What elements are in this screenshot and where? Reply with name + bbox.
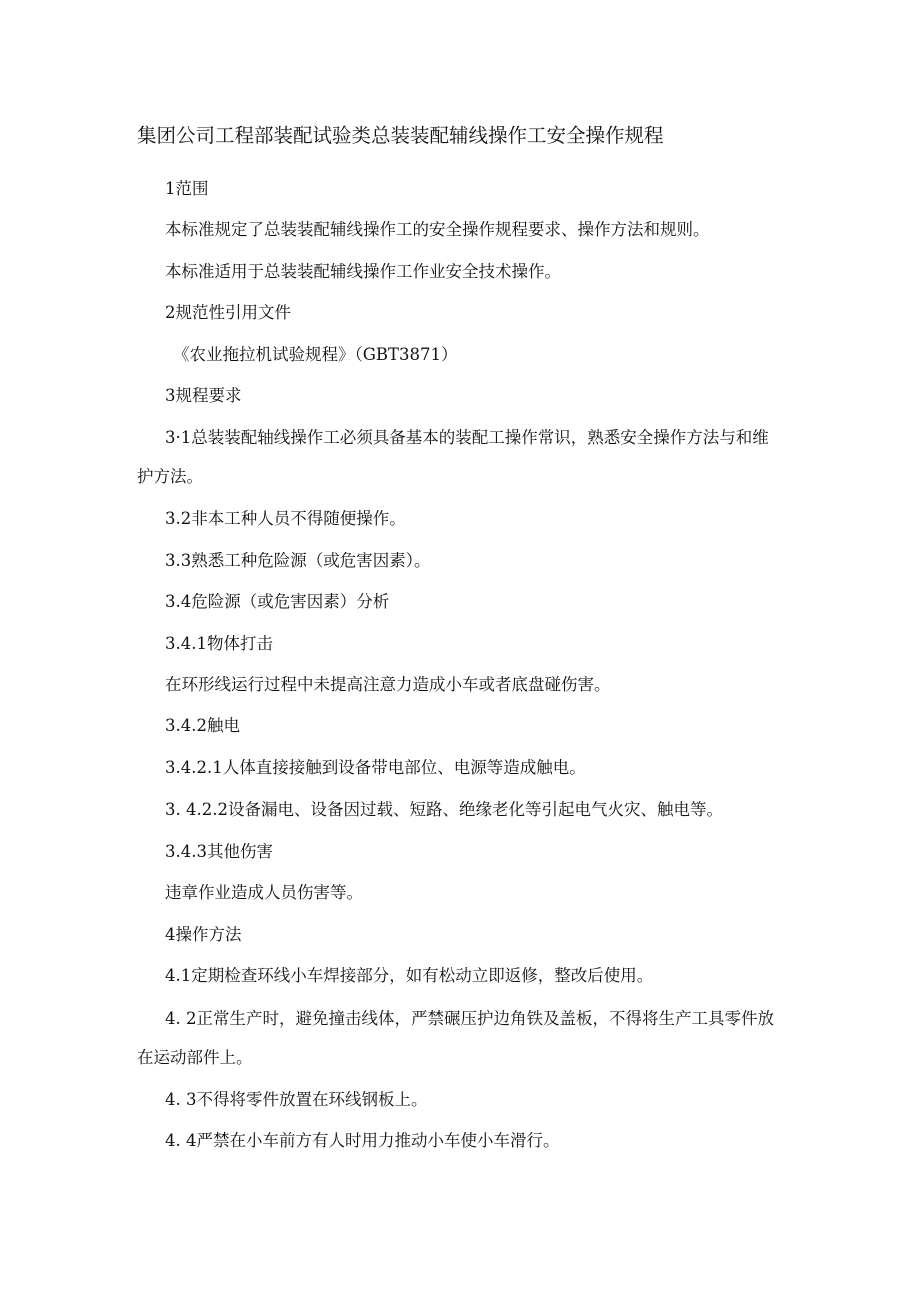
- document-body: [137, 170, 777, 1163]
- clause: 3.4.2.1人体直接接触到设备带电部位、电源等造成触电。: [165, 757, 586, 777]
- clause: 3.4.2触电: [165, 716, 240, 736]
- clause: 4. 2正常生产时，避免撞击线体，严禁碾压护边角铁及盖板，不得将生产工具零件放在运动部件上。: [137, 1008, 774, 1067]
- section-heading-scope: 1范围: [165, 179, 209, 198]
- clause: 4. 3不得将零件放置在环线钢板上。: [165, 1089, 428, 1109]
- clause: 3. 4.2.2设备漏电、设备因过载、短路、绝缘老化等引起电气火灾、触电等。: [165, 800, 723, 820]
- clause: 4. 4严禁在小车前方有人时用力推动小车使小车滑行。: [165, 1131, 560, 1151]
- paragraph: 在环形线运行过程中未提高注意力造成小车或者底盘碰伤害。: [165, 674, 611, 694]
- section-heading-references: 2规范性引用文件: [165, 303, 291, 323]
- paragraph: 本标准适用于总装装配辅线操作工作业安全技术操作。: [165, 261, 561, 281]
- clause: 3.2非本工种人员不得随便操作。: [165, 509, 406, 529]
- reference-item: 《农业拖拉机试验规程》（GBT3871）: [173, 344, 458, 364]
- paragraph: 违章作业造成人员伤害等。: [165, 883, 363, 903]
- section-heading-operations: 4操作方法: [165, 924, 242, 944]
- clause: 3·1总装装配轴线操作工必须具备基本的装配工操作常识，熟悉安全操作方法与和维护方法。: [137, 428, 769, 487]
- clause: 3.4.1物体打击: [165, 633, 273, 653]
- clause: 3.3熟悉工种危险源（或危害因素）。: [165, 550, 431, 570]
- paragraph: 本标准规定了总装装配辅线操作工的安全操作规程要求、操作方法和规则。: [165, 220, 710, 240]
- clause: 4.1定期检查环线小车焊接部分，如有松动立即返修，整改后使用。: [165, 966, 654, 986]
- document-title: 集团公司工程部装配试验类总装装配辅线操作工安全操作规程: [137, 124, 664, 147]
- clause: 3.4.3其他伤害: [165, 842, 273, 862]
- clause: 3.4危险源（或危害因素）分析: [165, 592, 390, 612]
- section-heading-requirements: 3规程要求: [165, 385, 242, 405]
